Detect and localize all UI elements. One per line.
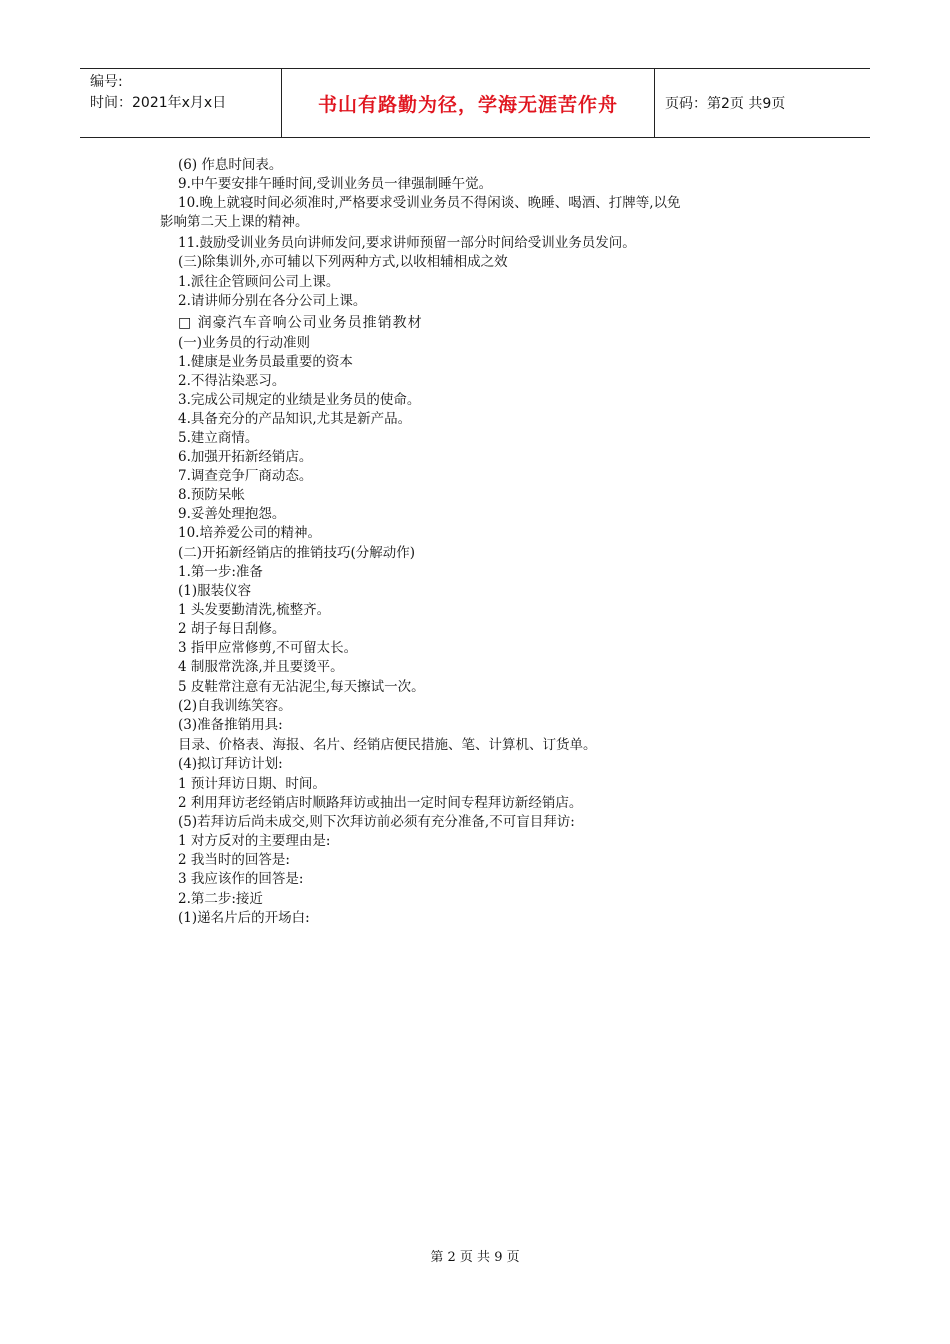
text-line: 2 胡子每日刮修。	[178, 621, 286, 637]
text-line: 1.派往企管顾问公司上课。	[178, 274, 340, 290]
text-line: (1)递名片后的开场白:	[178, 910, 310, 926]
text-line: 2 我当时的回答是:	[178, 852, 290, 868]
text-line: (三)除集训外,亦可辅以下列两种方式,以收相辅相成之效	[178, 254, 508, 270]
text-line: 11.鼓励受训业务员向讲师发问,要求讲师预留一部分时间给受训业务员发问。	[178, 235, 636, 251]
text-line: 2.第二步:接近	[178, 891, 263, 907]
text-line: 1 预计拜访日期、时间。	[178, 776, 326, 792]
text-line: 3 我应该作的回答是:	[178, 871, 304, 887]
text-line: (5)若拜访后尚未成交,则下次拜访前必须有充分准备,不可盲目拜访:	[178, 814, 575, 830]
text-line: 2 利用拜访老经销店时顺路拜访或抽出一定时间专程拜访新经销店。	[178, 795, 583, 811]
text-line: (2)自我训练笑容。	[178, 698, 292, 714]
text-line: 目录、价格表、海报、名片、经销店便民措施、笔、计算机、订货单。	[178, 737, 597, 753]
text-line: 3 指甲应常修剪,不可留太长。	[178, 640, 358, 656]
section-title: □ 润豪汽车音响公司业务员推销教材	[178, 315, 423, 331]
text-line: 6.加强开拓新经销店。	[178, 449, 313, 465]
header-page-info: 页码：第2页 共9页	[665, 96, 786, 112]
text-line: 影响第二天上课的精神。	[160, 214, 309, 230]
text-line: 7.调查竞争厂商动态。	[178, 468, 313, 484]
header-meta	[80, 69, 282, 137]
text-line: 5.建立商情。	[178, 430, 259, 446]
text-line: (4)拟订拜访计划:	[178, 756, 283, 772]
page-footer: 第 2 页 共 9 页	[430, 1250, 520, 1265]
page-header	[80, 68, 870, 138]
text-line: 4.具备充分的产品知识,尤其是新产品。	[178, 411, 412, 427]
serial-label: 编号:	[90, 74, 123, 90]
text-line: (3)准备推销用具:	[178, 717, 283, 733]
text-line: (6) 作息时间表。	[178, 157, 283, 173]
text-line: 4 制服常洗涤,并且要烫平。	[178, 659, 344, 675]
text-line: 3.完成公司规定的业绩是业务员的使命。	[178, 392, 421, 408]
text-line: 2.请讲师分别在各分公司上课。	[178, 293, 367, 309]
text-line: 10.培养爱公司的精神。	[178, 525, 321, 541]
text-line: 10.晚上就寝时间必须准时,严格要求受训业务员不得闲谈、晚睡、喝酒、打牌等,以免	[178, 195, 681, 211]
time-label: 时间：2021年x月x日	[90, 95, 227, 111]
text-line: (一)业务员的行动准则	[178, 335, 311, 351]
text-line: 2.不得沾染恶习。	[178, 373, 286, 389]
text-line: 8.预防呆帐	[178, 487, 245, 503]
text-line: (1)服装仪容	[178, 583, 252, 599]
text-line: 1.健康是业务员最重要的资本	[178, 354, 353, 370]
text-line: 9.中午要安排午睡时间,受训业务员一律强制睡午觉。	[178, 176, 493, 192]
text-line: 1 头发要勤清洗,梳整齐。	[178, 602, 331, 618]
text-line: (二)开拓新经销店的推销技巧(分解动作)	[178, 545, 416, 561]
text-line: 5 皮鞋常注意有无沾泥尘,每天擦试一次。	[178, 679, 425, 695]
header-motto: 书山有路勤为径，学海无涯苦作舟	[282, 69, 655, 137]
text-line: 1.第一步:准备	[178, 564, 263, 580]
text-line: 9.妥善处理抱怨。	[178, 506, 286, 522]
text-line: 1 对方反对的主要理由是:	[178, 833, 331, 849]
